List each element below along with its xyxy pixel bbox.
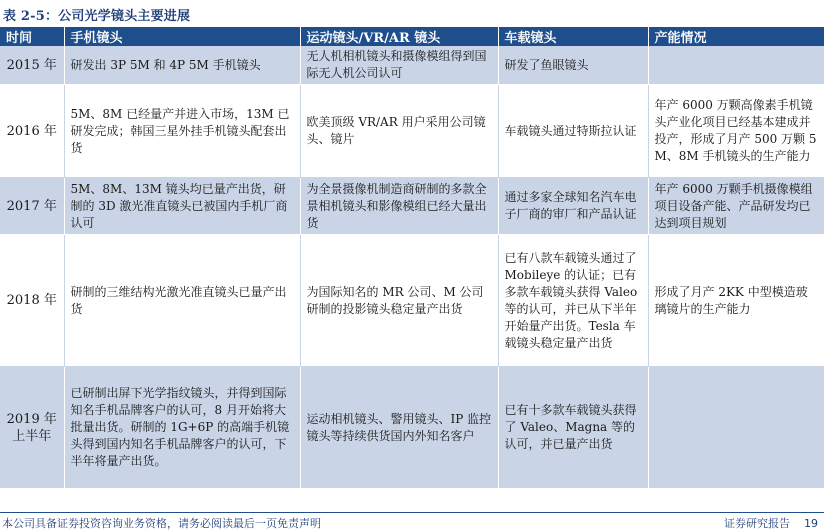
table-row (0, 178, 824, 235)
year-cell: 2017 年 (0, 178, 64, 235)
year-cell: 2015 年 (0, 46, 64, 85)
table-row (0, 46, 824, 85)
capacity-cell (648, 367, 824, 489)
year-cell: 2016 年 (0, 85, 64, 178)
year-cell: 2018 年 (0, 235, 64, 367)
phone-lens-cell: 5M、8M、13M 镜头均已量产出货，研制的 3D 激光准直镜头已被国内手机厂商认可 (64, 178, 300, 235)
capacity-cell: 年产 6000 万颗手机摄像模组项目设备产能、产品研发均已达到项目规划 (648, 178, 824, 235)
auto-lens-cell: 研发了鱼眼镜头 (498, 46, 648, 85)
auto-lens-cell: 已有十多款车载镜头获得了 Valeo、Magna 等的认可，并已量产出货 (498, 367, 648, 489)
header-phone-lens: 手机镜头 (64, 27, 300, 46)
table-row (0, 85, 824, 178)
capacity-cell (648, 46, 824, 85)
footer-right (724, 515, 818, 531)
capacity-cell: 年产 6000 万颗高像素手机镜头产业化项目已经基本建成并投产，形成了月产 500 万颗 5M、8M 手机镜头的生产能力 (648, 85, 824, 178)
auto-lens-cell: 车载镜头通过特斯拉认证 (498, 85, 648, 178)
year-cell: 2019 年上半年 (0, 367, 64, 489)
table-row (0, 235, 824, 367)
phone-lens-cell: 5M、8M 已经量产并进入市场，13M 已研发完成；韩国三星外挂手机镜头配套出货 (64, 85, 300, 178)
sport-lens-cell: 运动相机镜头、警用镜头、IP 监控镜头等持续供货国内外知名客户 (300, 367, 498, 489)
disclaimer-text: 本公司具备证券投资咨询业务资格，请务必阅读最后一页免责声明 (2, 517, 321, 530)
table-caption: 表 2-5：公司光学镜头主要进展 (3, 9, 191, 24)
report-type-label: 证券研究报告 (724, 517, 790, 530)
auto-lens-cell: 通过多家全球知名汽车电子厂商的审厂和产品认证 (498, 178, 648, 235)
sport-lens-cell: 为国际知名的 MR 公司、M 公司研制的投影镜头稳定量产出货 (300, 235, 498, 367)
progress-table (0, 27, 824, 489)
sport-lens-cell: 欧美顶级 VR/AR 用户采用公司镜头、镜片 (300, 85, 498, 178)
phone-lens-cell: 研发出 3P 5M 和 4P 5M 手机镜头 (64, 46, 300, 85)
header-time: 时间 (0, 27, 64, 46)
auto-lens-cell: 已有八款车载镜头通过了 Mobileye 的认证；已有多款车载镜头获得 Valeo 等的认可，并已从下半年开始量产出货。Tesla 车载镜头稳定量产出货 (498, 235, 648, 367)
table-row (0, 367, 824, 489)
phone-lens-cell: 研制的三维结构光激光准直镜头已量产出货 (64, 235, 300, 367)
capacity-cell: 形成了月产 2KK 中型模造玻璃镜片的生产能力 (648, 235, 824, 367)
sport-lens-cell: 为全景摄像机制造商研制的多款全景相机镜头和影像模组已经大量出货 (300, 178, 498, 235)
header-capacity: 产能情况 (648, 27, 824, 46)
phone-lens-cell: 已研制出屏下光学指纹镜头，并得到国际知名手机品牌客户的认可，8 月开始将大批量出货。研制的 1G+6P 的高端手机镜头得到国内知名手机品牌客户的认可，下半年将量产出货。 (64, 367, 300, 489)
header-sport-vr-ar-lens: 运动镜头/VR/AR 镜头 (300, 27, 498, 46)
page-footer (0, 512, 824, 529)
table-header-row (0, 27, 824, 46)
sport-lens-cell: 无人机相机镜头和摄像模组得到国际无人机公司认可 (300, 46, 498, 85)
page-number: 19 (804, 517, 818, 530)
header-auto-lens: 车载镜头 (498, 27, 648, 46)
